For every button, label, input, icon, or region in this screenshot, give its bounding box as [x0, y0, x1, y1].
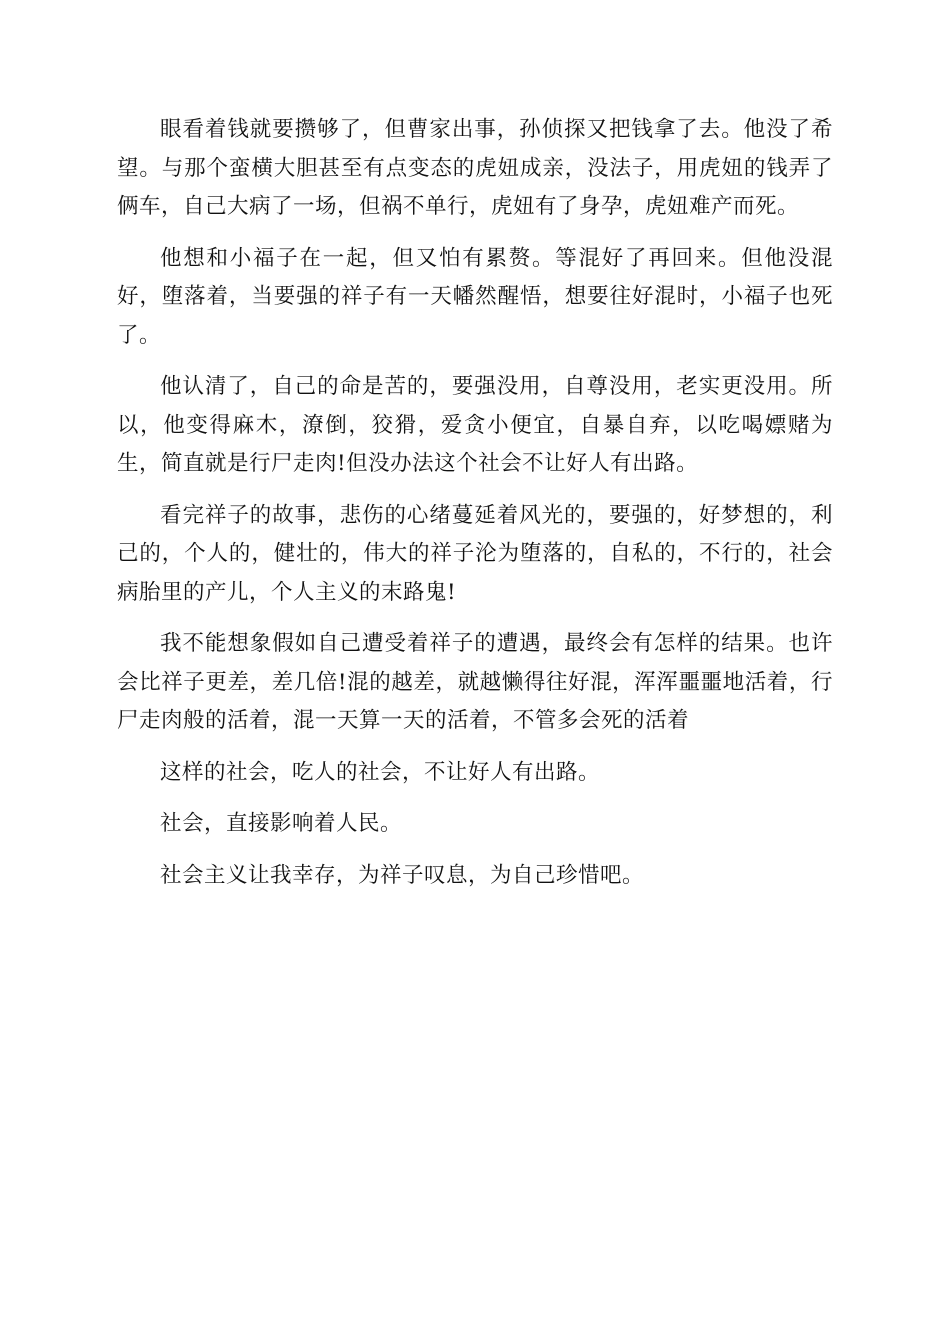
document-body — [117, 111, 833, 908]
paragraph-7: 社会，直接影响着人民。 — [160, 811, 403, 836]
paragraph-3: 他认清了，自己的命是苦的，要强没用，自尊没用，老实更没用。所以，他变得麻木，潦倒，狡猾，爱贪小便宜，自暴自弃，以吃喝嫖赌为生，简直就是行尸走肉!但没办法这个社会不让好人有出路。 — [117, 374, 833, 476]
paragraph-4: 看完祥子的故事，悲伤的心绪蔓延着风光的，要强的，好梦想的，利己的，个人的，健壮的，伟大的祥子沦为堕落的，自私的，不行的，社会病胎里的产儿，个人主义的末路鬼! — [117, 502, 833, 605]
paragraph-1: 眼看着钱就要攒够了，但曹家出事，孙侦探又把钱拿了去。他没了希望。与那个蛮横大胆甚至有点变态的虎妞成亲，没法子，用虎妞的钱弄了俩车，自己大病了一场，但祸不单行，虎妞有了身孕，虎妞难产而死。 — [117, 117, 833, 219]
paragraph-6: 这样的社会，吃人的社会，不让好人有出路。 — [160, 759, 601, 785]
paragraph-5: 我不能想象假如自己遭受着祥子的遭遇，最终会有怎样的结果。也许会比祥子更差，差几倍!混的越差，就越懒得往好混，浑浑噩噩地活着，行尸走肉般的活着，混一天算一天的活着，不管多会死的活着 — [117, 631, 833, 733]
paragraph-8: 社会主义让我幸存，为祥子叹息，为自己珍惜吧。 — [160, 862, 645, 888]
paragraph-2: 他想和小福子在一起，但又怕有累赘。等混好了再回来。但他没混好，堕落着，当要强的祥子有一天幡然醒悟，想要往好混时，小福子也死了。 — [117, 245, 833, 348]
